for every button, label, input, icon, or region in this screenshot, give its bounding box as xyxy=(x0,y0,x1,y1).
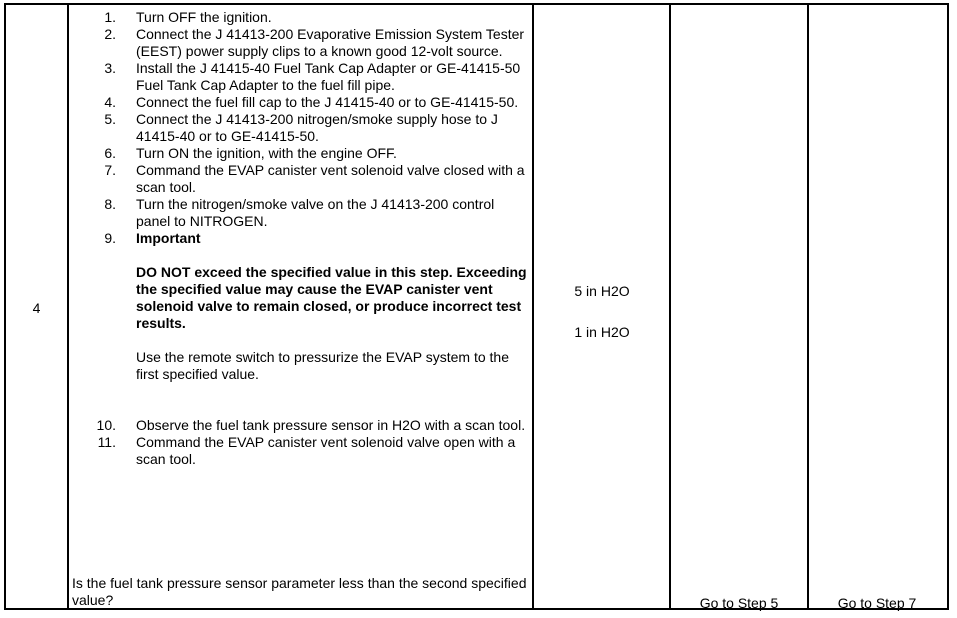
action-step-number: 10. xyxy=(96,417,116,433)
action-step-number: 2. xyxy=(104,26,116,42)
action-step-number: 6. xyxy=(104,145,116,161)
action-step xyxy=(70,94,532,111)
action-step xyxy=(70,145,532,162)
important-label: Important xyxy=(136,230,201,246)
action-step xyxy=(70,417,532,434)
column-divider xyxy=(67,5,69,608)
action-step-text: Command the EVAP canister vent solenoid valve open with a scan tool. xyxy=(136,434,516,467)
yes-action: Go to Step 5 xyxy=(699,595,779,611)
action-step-number: 11. xyxy=(97,434,116,450)
action-step-number: 8. xyxy=(104,196,116,212)
step-number: 4 xyxy=(32,300,41,316)
action-step-number: 1. xyxy=(104,9,116,25)
action-step-text: Connect the J 41413-200 Evaporative Emission System Tester (EEST) power supply clips to a known good 12-volt source. xyxy=(136,26,525,59)
action-step xyxy=(70,230,532,247)
action-step-number: 9. xyxy=(104,230,116,246)
diagnostic-question: Is the fuel tank pressure sensor parameter less than the second specified value? xyxy=(72,575,527,608)
column-divider xyxy=(807,5,809,608)
column-divider xyxy=(532,5,534,608)
column-divider xyxy=(669,5,671,608)
action-list xyxy=(70,9,532,468)
action-step-text: Connect the fuel fill cap to the J 41415-40 or to GE-41415-50. xyxy=(136,94,519,110)
action-step xyxy=(70,162,532,196)
action-step-number: 4. xyxy=(104,94,116,110)
action-step-number: 5. xyxy=(104,111,116,127)
diagnostic-table xyxy=(4,3,949,610)
action-step-text: Turn the nitrogen/smoke valve on the J 41413-200 control panel to NITROGEN. xyxy=(136,196,495,229)
action-step-text: Turn ON the ignition, with the engine OFF. xyxy=(136,145,397,161)
action-step xyxy=(70,60,532,94)
action-step xyxy=(70,349,532,383)
action-step xyxy=(70,9,532,26)
action-step-text: Connect the J 41413-200 nitrogen/smoke supply hose to J 41415-40 or to GE-41415-50. xyxy=(136,111,498,144)
action-step-text: Observe the fuel tank pressure sensor in H2O with a scan tool. xyxy=(136,417,526,433)
action-step xyxy=(70,111,532,145)
specified-value-2: 1 in H2O xyxy=(574,324,630,340)
action-step xyxy=(70,434,532,468)
no-action: Go to Step 7 xyxy=(837,595,917,611)
caution-note: DO NOT exceed the specified value in this step. Exceeding the specified value may cause the EVAP canister vent solenoid valve to remain closed, or produce incorrect test results. xyxy=(136,264,527,331)
action-step-number: 7. xyxy=(104,162,116,178)
action-step xyxy=(70,196,532,230)
action-step-text: Install the J 41415-40 Fuel Tank Cap Adapter or GE-41415-50 Fuel Tank Cap Adapter to the fuel fill pipe. xyxy=(136,60,521,93)
action-step-text: Turn OFF the ignition. xyxy=(136,9,272,25)
action-step-text: Command the EVAP canister vent solenoid valve closed with a scan tool. xyxy=(136,162,525,195)
specified-value-1: 5 in H2O xyxy=(574,283,630,299)
action-step-text: Use the remote switch to pressurize the EVAP system to the first specified value. xyxy=(136,349,509,382)
action-step xyxy=(70,26,532,60)
action-step xyxy=(70,264,532,332)
action-step-number: 3. xyxy=(104,60,116,76)
